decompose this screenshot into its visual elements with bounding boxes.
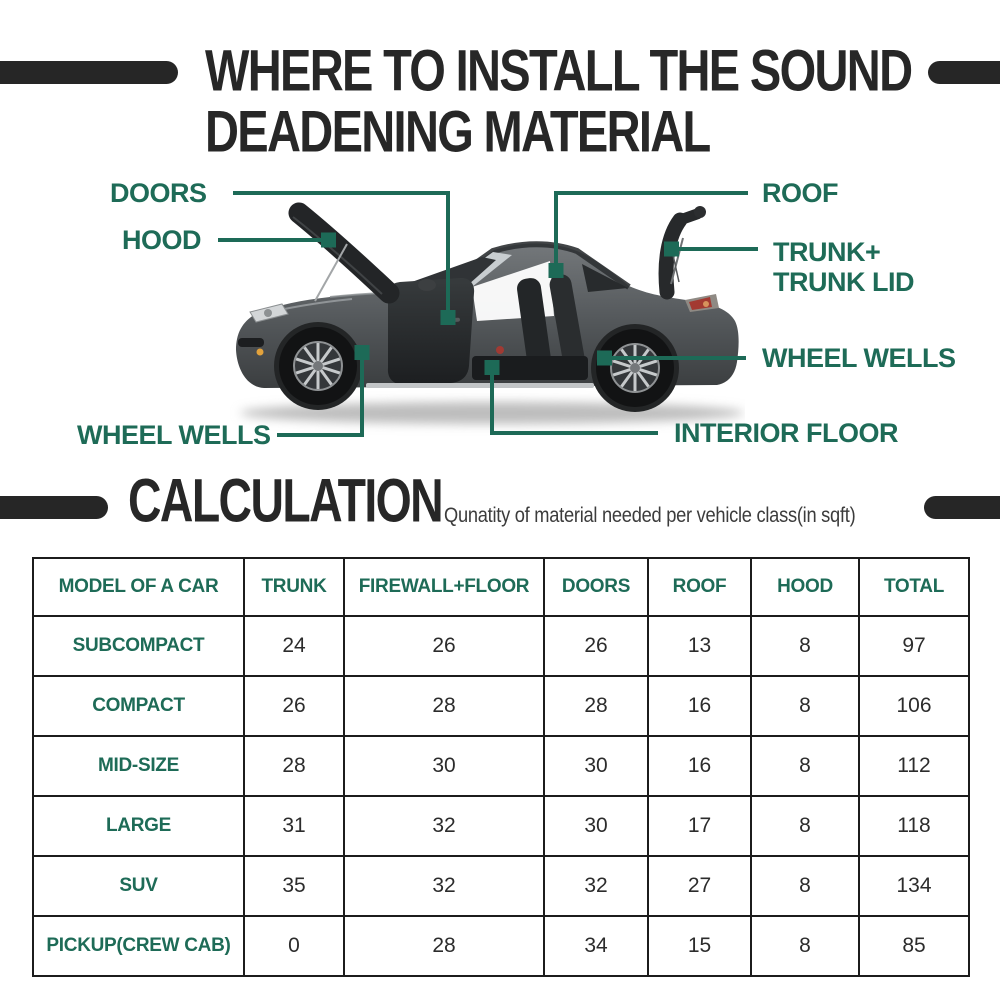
cell-value: 0 (244, 916, 344, 976)
cell-value: 28 (344, 916, 544, 976)
header-model: MODEL OF A CAR (33, 558, 244, 616)
car-rear-wheel (591, 324, 679, 412)
trunk-label-line1: TRUNK+ (773, 237, 881, 267)
table-row (33, 856, 969, 916)
car-headlight-lens (264, 309, 272, 317)
car-open-hood-panel (299, 213, 389, 293)
trunk-label-line2: TRUNK LID (773, 267, 914, 297)
table-row (33, 916, 969, 976)
decorative-bar-calc-left (0, 496, 108, 519)
car-open-door-panel (388, 278, 474, 385)
cell-value: 134 (859, 856, 969, 916)
cell-value: 34 (544, 916, 648, 976)
car-trunk-lid-tip (694, 206, 706, 218)
cell-value: 16 (648, 736, 751, 796)
cell-value: 17 (648, 796, 751, 856)
cell-value: 27 (648, 856, 751, 916)
car-rocker-sill (366, 383, 594, 388)
decorative-bar-calc-right (924, 496, 1000, 519)
car-door-handle (446, 318, 460, 323)
row-model: COMPACT (33, 676, 244, 736)
cell-value: 32 (544, 856, 648, 916)
header-total: TOTAL (859, 558, 969, 616)
cell-value: 24 (244, 616, 344, 676)
header-hood: HOOD (751, 558, 859, 616)
cell-value: 97 (859, 616, 969, 676)
cell-value: 118 (859, 796, 969, 856)
cell-value: 8 (751, 736, 859, 796)
cell-value: 32 (344, 856, 544, 916)
cell-value: 26 (244, 676, 344, 736)
cell-value: 112 (859, 736, 969, 796)
cell-value: 30 (344, 736, 544, 796)
car-illustration (230, 200, 745, 460)
cell-value: 8 (751, 616, 859, 676)
interior-floor-label: INTERIOR FLOOR (674, 418, 898, 448)
cell-value: 8 (751, 676, 859, 736)
roof-label: ROOF (762, 178, 838, 208)
table-row (33, 676, 969, 736)
header-firewall-floor: FIREWALL+FLOOR (344, 558, 544, 616)
car-grille (238, 338, 264, 347)
cell-value: 28 (344, 676, 544, 736)
material-quantity-table (32, 557, 970, 977)
cell-value: 35 (244, 856, 344, 916)
cell-value: 26 (344, 616, 544, 676)
row-model: PICKUP(CREW CAB) (33, 916, 244, 976)
cell-value: 32 (344, 796, 544, 856)
cell-value: 13 (648, 616, 751, 676)
wheel-wells-right-label: WHEEL WELLS (762, 343, 956, 373)
car-trunk-lid-arm (680, 214, 697, 220)
table-row (33, 736, 969, 796)
calculation-heading: CALCULATION (128, 466, 443, 536)
decorative-bar-top-left (0, 61, 178, 84)
decorative-bar-top-right (928, 61, 1000, 84)
car-seatbelt-buckle (496, 346, 504, 354)
cell-value: 8 (751, 796, 859, 856)
cell-value: 26 (544, 616, 648, 676)
page-title (205, 36, 912, 164)
page-title-line2: DEADENING MATERIAL (205, 97, 710, 164)
car-front-wheel (274, 322, 362, 410)
cell-value: 30 (544, 796, 648, 856)
calculation-subtitle: Qunatity of material needed per vehicle class(in sqft) (444, 504, 856, 527)
cell-value: 8 (751, 916, 859, 976)
car-taillight-amber (703, 301, 709, 307)
cell-value: 15 (648, 916, 751, 976)
header-roof: ROOF (648, 558, 751, 616)
hood-label: HOOD (122, 225, 201, 255)
row-model: SUV (33, 856, 244, 916)
row-model: MID-SIZE (33, 736, 244, 796)
cell-value: 28 (244, 736, 344, 796)
car-interior-floor (472, 356, 588, 380)
doors-label: DOORS (110, 178, 207, 208)
cell-value: 28 (544, 676, 648, 736)
cell-value: 106 (859, 676, 969, 736)
cell-value: 85 (859, 916, 969, 976)
header-trunk: TRUNK (244, 558, 344, 616)
cell-value: 31 (244, 796, 344, 856)
row-model: SUBCOMPACT (33, 616, 244, 676)
cell-value: 8 (751, 856, 859, 916)
car-side-mirror (418, 279, 436, 291)
cell-value: 30 (544, 736, 648, 796)
header-doors: DOORS (544, 558, 648, 616)
wheel-wells-left-label: WHEEL WELLS (77, 420, 271, 450)
table-header-row (33, 558, 969, 616)
cell-value: 16 (648, 676, 751, 736)
row-model: LARGE (33, 796, 244, 856)
table-row (33, 616, 969, 676)
car-fog-light (257, 349, 264, 356)
table-row (33, 796, 969, 856)
page-title-line1: WHERE TO INSTALL THE SOUND (205, 36, 912, 103)
